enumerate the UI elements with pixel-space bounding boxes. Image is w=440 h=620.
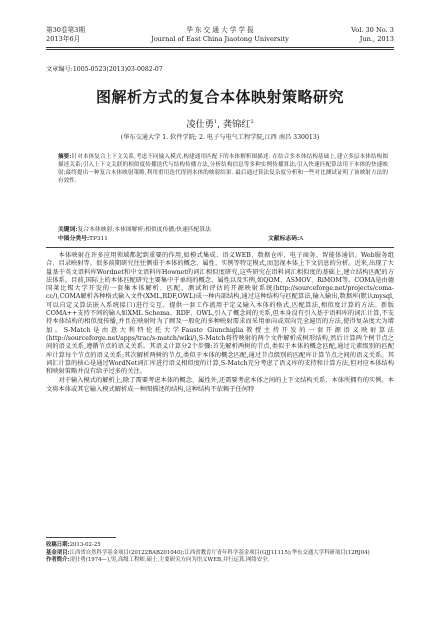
author-2: 龚锦红 bbox=[222, 119, 251, 131]
journal-name-en: Journal of East China Jiaotong University bbox=[151, 35, 289, 43]
footnotes bbox=[46, 542, 394, 565]
keywords-text: 复合本体映射;本体图解析;相似度传播;快速匹配算法 bbox=[77, 227, 211, 233]
clc-label: 中图分类号: bbox=[58, 236, 90, 242]
article-number: 文章编号:1005-0523(2013)03-0082-07 bbox=[46, 66, 163, 73]
footnote-rule bbox=[46, 537, 116, 538]
fund-value: 江西省自然科学基金项目(20122BAB201040);江西省教育厅青年科学基金项目(GJJ11115);华东交通大学科研项目(12RJ04) bbox=[69, 549, 370, 556]
author-1-affil-mark: 1 bbox=[213, 119, 218, 125]
clc-value: TP311 bbox=[89, 236, 108, 242]
volume-issue: 第30卷第3期 bbox=[46, 26, 85, 34]
doc-code-value: A bbox=[299, 236, 304, 242]
abstract bbox=[58, 153, 388, 185]
abstract-text: 针对本体复合上下文关系,考虑不同输入模式,构建通用匹配下的本体解析图描述. 在结合多本体结构基础上,建立多层本体结构图描述关系;引入上下文关联的相似度传播迭代与结构传播方法,分析结构信息等多种实例传播算法;引入快速匹配算法用于本体的快速映射;最终提出一种复合本体映射策略,利用重用迭代得到本体的映射结果. 最后通过算法复杂度分析和一些对比测试证明了该映射方法的有效性. bbox=[58, 154, 388, 184]
document-code bbox=[268, 235, 303, 243]
body-paragraph-2: 对于输入模式的解析上,除了需要考虑本体的概念、属性外,还需要考虑本体之间的上下文结构关系、本体所拥有的实例。本文将本体或其它输入模式解析成一种图描述的结构,这种结构不依赖于任何特 bbox=[46, 377, 394, 393]
affiliation: (华东交通大学 1. 软件学院; 2. 电子与电气工程学院,江西 南昌 330013) bbox=[120, 134, 320, 141]
bio-label: 作者简介: bbox=[46, 557, 70, 564]
author-2-affil-mark: 2 bbox=[250, 119, 254, 125]
body-text bbox=[46, 252, 394, 395]
header-rule-thin bbox=[46, 47, 394, 48]
author-line bbox=[46, 116, 394, 131]
body-paragraph-1: 本体映射在许多应用领域都起到重要的作用,如模式集成、语义WEB、数据仓库、电子商务、智能体通信、Web服务组合、目录映射等。很多前期研究往往侧重于本体的概念、属性、实例等特定模式,而忽视本体上下文信息的分析。近来,出现了大量基于英文语料库Wordnet和中文语料库Hownet的词汇相似度研究,这些研究在语料词汇相似度的基础上,建立结构匹配的方法体系。目前,国际上的本体匹配研究主要集中于单纯的概念、属性以及实例,如QOM、ASMOV、RiMOM等。COMA是由德国莱比锡大学开发的一套集本体解析、匹配、测试和评估的开源映射系统(http://sourceforge.net/projects/coma-cc/),COMA解析各种格式输入文件(XML,RDF,OWL)成一种内部结构,通过这种结构与匹配算法,输入输出,数据库(默认mysql,可以自定义算法嵌入系统接口)进行交互。提供一套工作流用于定义输入本体的格式,匹配算法,相似度计算的方法。新版COMA++支持不同的输入如XML Schema、RDF、OWL,引入了概念间的关系,但本身没有引入基于语料库的词汇计算,不支持本体结构的相似度传播,并且在映射时为了顾及一般化的多种映射需求而采用单向或双向完全遍历的方法,使得复杂度大为增加。S-Match是由意大利特伦托大学Fausto Giunchiglia教授主持开发的一套开源语义映射算法(http://sourceforge.net/apps/trac/s-match/wiki/),S-Match将待映射的两个文件解析成树形结构,然后计算两个树节点之间的语义关系,遵循节点的语义关系。其语义计算分2个步骤:首先解析两树的节点,类似于本体的概念匹配,通过元素级别的匹配库计算每个节点的语义关系;其次解析两树的节点,类似于本体的概念匹配,通过节点级别的匹配库计算节点之间的语义关系。其词汇计算的核心是通过WordNet词汇库进行语义相似度的计算,S-Match充分考虑了语义库的支持和计算方法,但对应本体结构和映射策略并没有给予过多的关注。 bbox=[46, 252, 394, 376]
keywords bbox=[58, 226, 211, 234]
bio-value: 凌仕勇(1974—),男,高级工程师,硕士,主要研究方向为语义WEB,并行运算,网络安全。 bbox=[69, 557, 273, 564]
author-bio bbox=[46, 557, 394, 565]
keywords-label: 关键词: bbox=[58, 227, 78, 233]
fund-label: 基金项目: bbox=[46, 549, 70, 556]
issue-date: 2013年6月 bbox=[46, 35, 81, 43]
author-separator: , bbox=[217, 119, 223, 131]
received-date bbox=[46, 542, 394, 550]
abstract-label: 摘要: bbox=[58, 154, 72, 160]
issue-date-en: Jun., 2013 bbox=[359, 35, 394, 43]
volume-issue-en: Vol. 30 No. 3 bbox=[351, 26, 394, 34]
abstract-divider bbox=[46, 247, 394, 248]
paper-title: 图解析方式的复合本体映射策略研究 bbox=[95, 88, 344, 106]
journal-name-cn: 华 东 交 通 大 学 学 报 bbox=[186, 26, 254, 34]
header-rule-thick bbox=[46, 49, 394, 50]
clc-number bbox=[58, 235, 108, 243]
author-1: 凌仕勇 bbox=[186, 119, 214, 131]
received-label: 收稿日期: bbox=[46, 542, 70, 548]
doc-code-label: 文献标志码: bbox=[268, 236, 300, 242]
received-value: 2013-02-25 bbox=[69, 542, 101, 548]
running-header bbox=[46, 24, 394, 64]
